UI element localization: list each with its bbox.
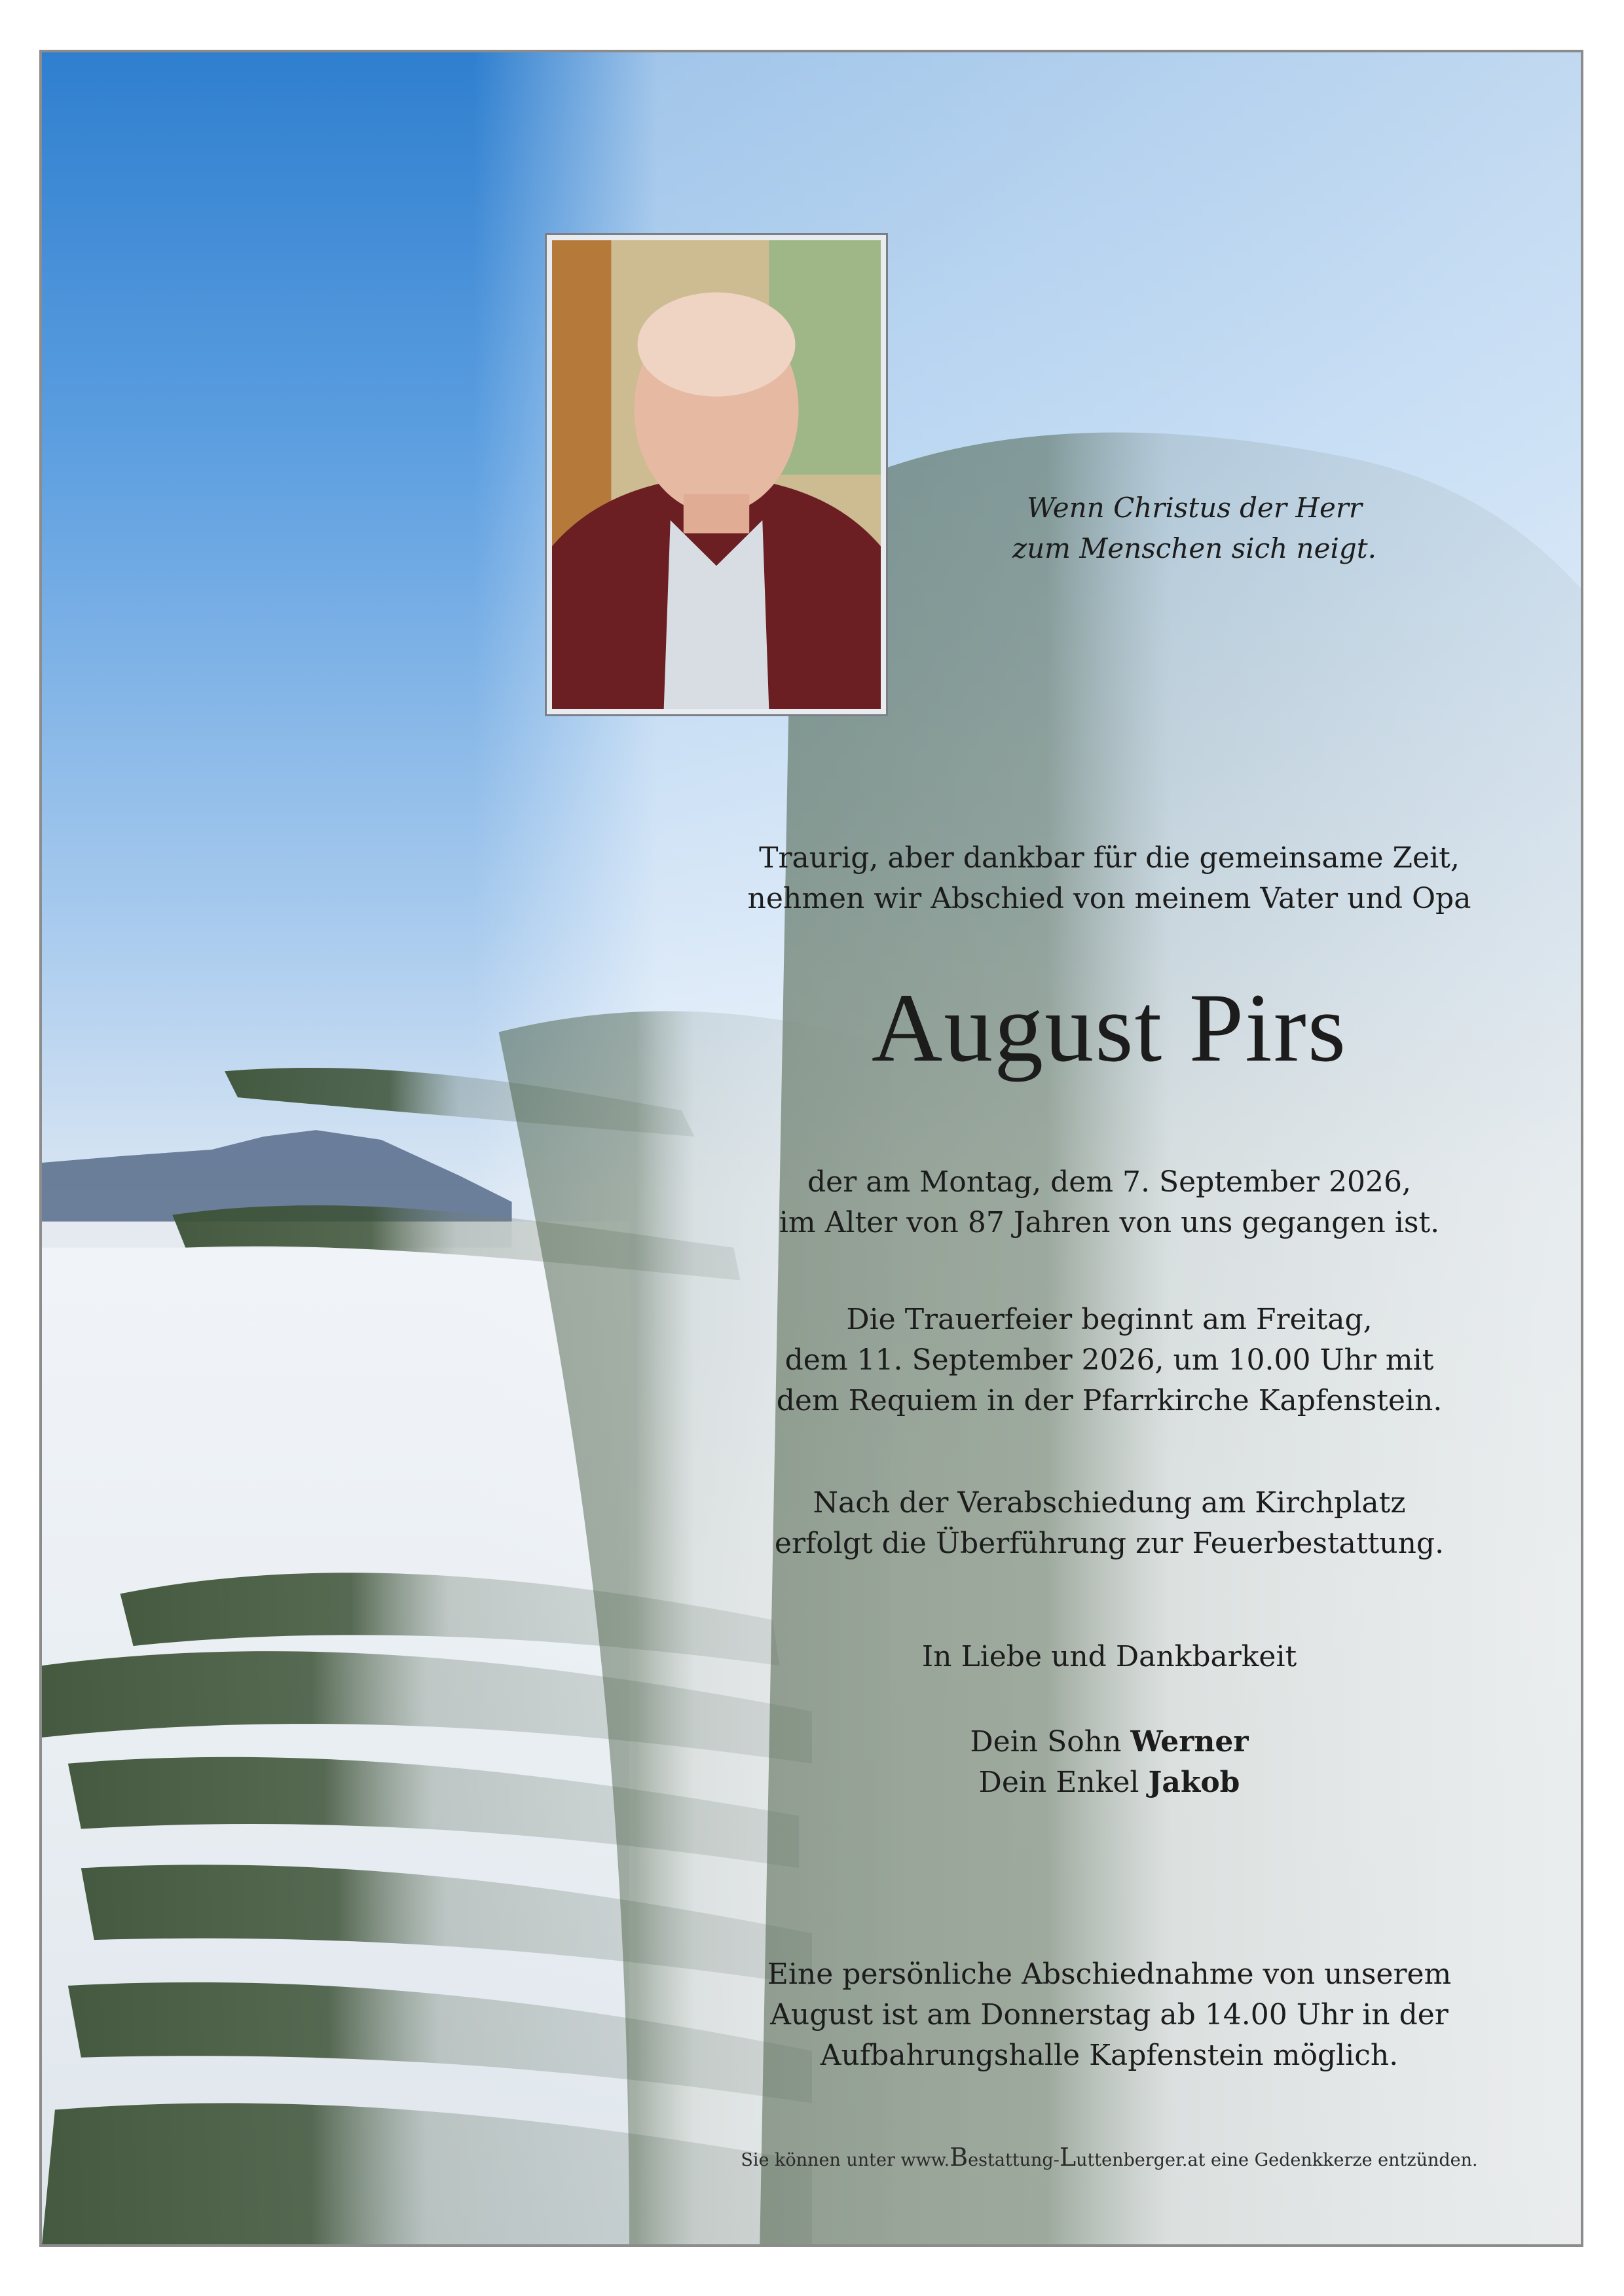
viewing-line-2: August ist am Donnerstag ab 14.00 Uhr in der <box>770 1998 1449 2032</box>
footer-prefix: Sie können unter www. <box>741 2150 950 2170</box>
transfer-line-1: Nach der Verabschiedung am Kirchplatz <box>813 1486 1406 1520</box>
quote <box>985 488 1404 569</box>
transfer-info <box>723 1483 1496 1564</box>
viewing-info <box>723 1954 1496 2076</box>
death-notice <box>723 1162 1496 1243</box>
footer-link-part-1[interactable]: estattung- <box>968 2150 1060 2170</box>
closing-line: In Liebe und Dankbarkeit <box>921 1640 1297 1673</box>
intro-line-2: nehmen wir Abschied von meinem Vater und Opa <box>747 882 1471 915</box>
portrait-photo <box>545 233 888 716</box>
signer-grandson <box>723 1762 1496 1803</box>
viewing-line-1: Eine persönliche Abschiednahme von unserem <box>767 1958 1452 1991</box>
signer-name: Jakob <box>1148 1766 1240 1799</box>
footer-link-initial-l[interactable]: L <box>1059 2143 1077 2172</box>
deceased-name: August Pirs <box>871 974 1348 1082</box>
funeral-line-2: dem 11. September 2026, um 10.00 Uhr mit <box>784 1343 1434 1377</box>
signer-relation: Dein Sohn <box>970 1725 1122 1758</box>
transfer-line-2: erfolgt die Überführung zur Feuerbestattung. <box>774 1527 1445 1560</box>
signer-name: Werner <box>1130 1725 1249 1758</box>
funeral-line-1: Die Trauerfeier beginnt am Freitag, <box>846 1303 1373 1336</box>
viewing-line-3: Aufbahrungshalle Kapfenstein möglich. <box>820 2039 1399 2072</box>
signers <box>723 1722 1496 1803</box>
death-line-1: der am Montag, dem 7. September 2026, <box>807 1165 1411 1199</box>
footer-suffix: eine Gedenkkerze entzünden. <box>1205 2150 1478 2170</box>
death-line-2: im Alter von 87 Jahren von uns gegangen ist. <box>779 1206 1440 1239</box>
funeral-info <box>723 1300 1496 1421</box>
signer-son <box>723 1722 1496 1762</box>
intro-text <box>723 838 1496 919</box>
intro-line-1: Traurig, aber dankbar für die gemeinsame Zeit, <box>759 841 1460 875</box>
funeral-line-3: dem Requiem in der Pfarrkirche Kapfenstein. <box>776 1384 1443 1417</box>
quote-line-2: zum Menschen sich neigt. <box>1012 532 1376 564</box>
footer-link-initial-b[interactable]: B <box>950 2143 969 2172</box>
footer-candle-note <box>631 2144 1583 2174</box>
quote-line-1: Wenn Christus der Herr <box>1027 492 1362 524</box>
card-frame <box>39 50 1583 2247</box>
footer-link-part-2[interactable]: uttenberger.at <box>1076 2150 1206 2170</box>
signer-relation: Dein Enkel <box>978 1766 1139 1799</box>
portrait-image <box>552 240 881 709</box>
